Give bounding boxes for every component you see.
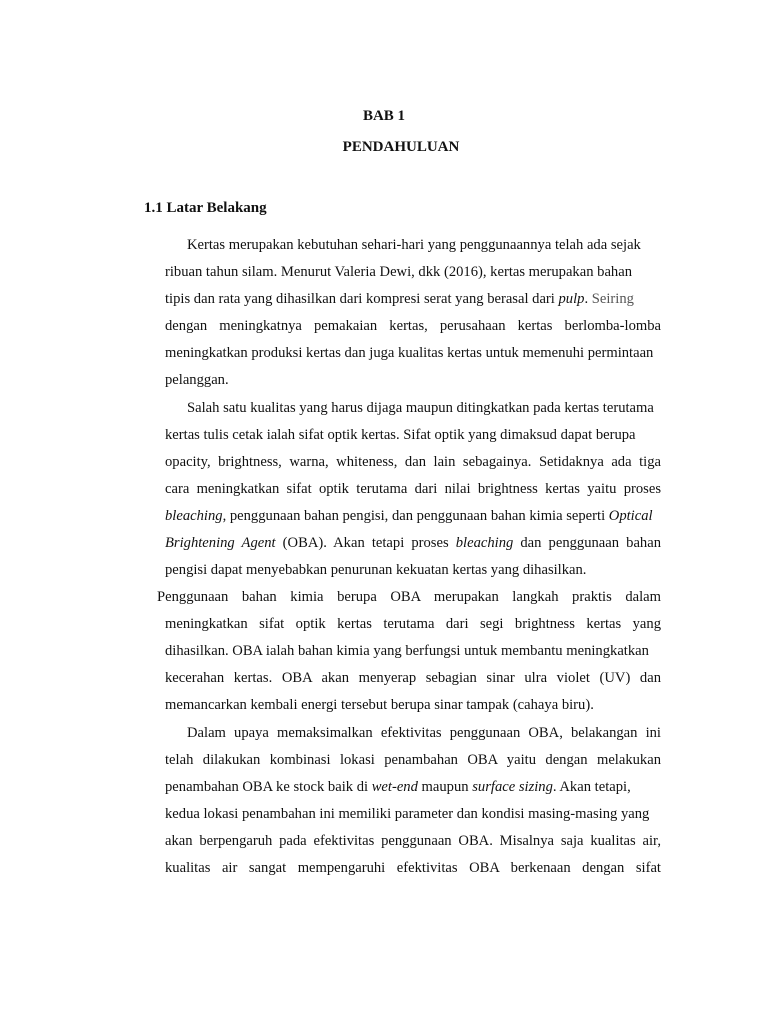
text-run: dengan meningkatnya pemakaian kertas, perusahaan kertas berlomba-lomba bbox=[165, 318, 661, 334]
text-run: penambahan OBA ke stock baik di bbox=[165, 779, 372, 795]
text-run: kedua lokasi penambahan ini memiliki parameter dan kondisi masing-masing yang bbox=[165, 806, 650, 822]
text-run: tipis dan rata yang dihasilkan dari kompresi serat yang berasal dari bbox=[165, 291, 559, 307]
text-run: ribuan tahun silam. Menurut Valeria Dewi, dkk (2016), kertas merupakan bahan bbox=[165, 264, 632, 280]
text-run: . Akan tetapi, bbox=[552, 779, 631, 795]
text-line bbox=[165, 777, 661, 797]
text-run: maupun bbox=[417, 779, 473, 795]
text-run: dan penggunaan bahan bbox=[513, 535, 661, 551]
text-line bbox=[165, 370, 661, 390]
italic-term: bleaching bbox=[165, 508, 223, 524]
text-line bbox=[165, 560, 661, 580]
text-line bbox=[165, 533, 661, 553]
text-run: pengisi dapat menyebabkan penurunan kekuatan kertas yang dihasilkan. bbox=[165, 562, 587, 578]
text-line bbox=[187, 398, 661, 418]
text-run: akan berpengaruh pada efektivitas penggunaan OBA. Misalnya saja kualitas air, bbox=[165, 833, 661, 849]
text-line bbox=[165, 858, 661, 878]
italic-term: Optical bbox=[608, 508, 653, 524]
text-run: . bbox=[584, 291, 592, 307]
text-line bbox=[165, 614, 661, 634]
text-run: kecerahan kertas. OBA akan menyerap sebagian sinar ulra violet (UV) dan bbox=[165, 670, 661, 686]
text-run: , penggunaan bahan pengisi, dan penggunaan bahan kimia seperti bbox=[222, 508, 609, 524]
text-run: cara meningkatkan sifat optik terutama dari nilai brightness kertas yaitu proses bbox=[165, 481, 661, 497]
italic-term: surface sizing bbox=[472, 779, 553, 795]
text-run: Penggunaan bahan kimia berupa OBA merupakan langkah praktis dalam bbox=[157, 589, 661, 605]
chapter-title: PENDAHULUAN bbox=[342, 139, 460, 155]
text-line bbox=[165, 831, 661, 851]
text-run: opacity, brightness, warna, whiteness, dan lain sebagainya. Setidaknya ada tiga bbox=[165, 454, 661, 470]
text-run: dihasilkan. OBA ialah bahan kimia yang berfungsi untuk membantu meningkatkan bbox=[165, 643, 649, 659]
text-run: kualitas air sangat mempengaruhi efektivitas OBA berkenaan dengan sifat bbox=[165, 860, 661, 876]
text-run: meningkatkan sifat optik kertas terutama dari segi brightness kertas yang bbox=[165, 616, 661, 632]
text-run: (OBA). Akan tetapi proses bbox=[275, 535, 456, 551]
text-line bbox=[165, 668, 661, 688]
text-line bbox=[165, 262, 661, 282]
italic-term: pulp bbox=[558, 291, 585, 307]
text-run: meningkatkan produksi kertas dan juga kualitas kertas untuk memenuhi permintaan bbox=[165, 345, 654, 361]
text-line bbox=[165, 343, 661, 363]
text-line bbox=[187, 723, 661, 743]
text-line bbox=[165, 804, 661, 824]
text-run: pelanggan. bbox=[165, 372, 229, 388]
text-line bbox=[165, 641, 661, 661]
text-run: Seiring bbox=[591, 291, 634, 307]
text-line bbox=[165, 289, 661, 309]
chapter-number: BAB 1 bbox=[362, 108, 406, 124]
text-line bbox=[165, 316, 661, 336]
text-line bbox=[187, 235, 661, 255]
text-line bbox=[165, 506, 661, 526]
italic-term: Brightening Agent bbox=[165, 535, 276, 551]
text-run: Salah satu kualitas yang harus dijaga maupun ditingkatkan pada kertas terutama bbox=[187, 400, 654, 416]
text-run: kertas tulis cetak ialah sifat optik kertas. Sifat optik yang dimaksud dapat berupa bbox=[165, 427, 636, 443]
text-run: Dalam upaya memaksimalkan efektivitas penggunaan OBA, belakangan ini bbox=[187, 725, 661, 741]
text-run: memancarkan kembali energi tersebut berupa sinar tampak (cahaya biru). bbox=[165, 697, 594, 713]
text-line bbox=[165, 695, 661, 715]
text-line bbox=[165, 479, 661, 499]
italic-term: bleaching bbox=[455, 535, 514, 551]
section-heading: 1.1 Latar Belakang bbox=[144, 200, 267, 216]
text-line bbox=[165, 425, 661, 445]
text-line bbox=[157, 587, 661, 607]
italic-term: wet-end bbox=[371, 779, 418, 795]
text-line bbox=[165, 750, 661, 770]
text-run: Kertas merupakan kebutuhan sehari-hari yang penggunaannya telah ada sejak bbox=[187, 237, 641, 253]
text-run: telah dilakukan kombinasi lokasi penambahan OBA yaitu dengan melakukan bbox=[165, 752, 661, 768]
text-line bbox=[165, 452, 661, 472]
